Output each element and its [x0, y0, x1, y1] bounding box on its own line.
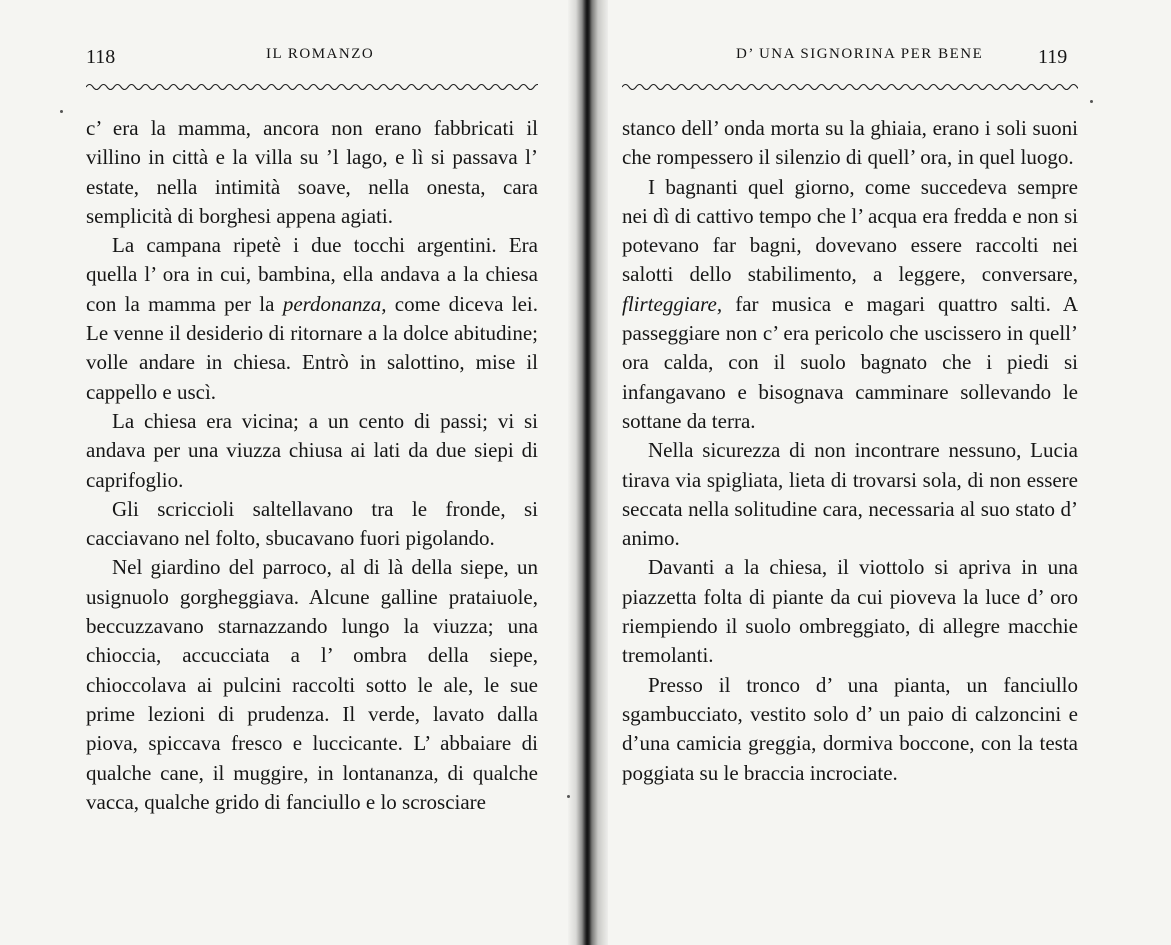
paragraph-text: stanco dell’ onda morta su la ghiaia, erano i soli suoni che rompessero il silenzio di quell’ ora, in quel luogo. — [622, 116, 1078, 170]
paragraph-text: La chiesa era vicina; a un cento di passi; vi si andava per una viuzza chiusa ai lati da due siepi di caprifoglio. — [86, 408, 538, 492]
paragraph — [622, 114, 1078, 173]
paragraph-text: Presso il tronco d’ una pianta, un fanciullo sgambucciato, vestito solo d’ un paio di calzoncini e d’una camicia greggia, dormiva boccone, con la testa poggiata su le braccia incrociate. — [622, 672, 1078, 785]
book-gutter — [568, 0, 608, 945]
left-page-number: 118 — [86, 46, 116, 68]
paragraph-text: La campana ripetè i due tocchi argentini. Era quella l’ ora in cui, bambina, ella andava a la chiesa con la mamma per la — [86, 233, 538, 316]
right-page-text — [622, 114, 1078, 788]
paragraph-text: I bagnanti quel giorno, come succedeva sempre nei dì di cattivo tempo che l’ acqua era fredda e non si potevano far bagni, dovevano essere raccolti nei salotti dello stabilimento, a leggere, conversare, — [622, 174, 1078, 287]
paragraph — [622, 553, 1078, 670]
left-page — [0, 0, 568, 945]
paragraph — [86, 495, 538, 554]
scan-speck — [60, 110, 63, 113]
italic-text: perdonanza, — [282, 291, 387, 316]
right-page — [608, 0, 1171, 945]
paragraph — [86, 553, 538, 817]
paragraph-text: Gli scriccioli saltellavano tra le fronde, si cacciavano nel folto, sbucavano fuori pigolando. — [86, 496, 538, 551]
paragraph-text: c’ era la mamma, ancora non erano fabbricati il villino in città e la villa su ’l lago, e lì si passava l’ estate, nella intimità soave, nella onesta, cara semplicità di borghesi appena agiati. — [86, 116, 538, 228]
paragraph-text: Nella sicurezza di non incontrare nessuno, Lucia tirava via spigliata, lieta di trovarsi sola, di non essere seccata nella solitudine cara, necessaria al suo stato d’ animo. — [622, 438, 1078, 551]
paragraph — [622, 173, 1078, 437]
paragraph-text: come diceva lei. Le venne il desiderio di ritornare a la dolce abitudine; volle andare in chiesa. Entrò in salottino, mise il cappello e uscì. — [86, 291, 538, 404]
left-running-head: IL ROMANZO — [266, 46, 375, 62]
scan-speck — [1090, 100, 1093, 103]
paragraph-text: far musica e magari quattro salti. A passeggiare non c’ era pericolo che uscissero in quell’ ora calda, con il suolo bagnato che i piedi si infangavano e bisognava camminare sollevando le sottane da terra. — [622, 291, 1078, 433]
right-running-head: D’ UNA SIGNORINA PER BENE — [736, 46, 984, 62]
paragraph — [86, 114, 538, 231]
paragraph — [622, 671, 1078, 788]
left-page-text — [86, 114, 538, 817]
paragraph — [86, 231, 538, 407]
paragraph — [622, 436, 1078, 553]
right-page-number: 119 — [1038, 46, 1068, 68]
paragraph — [86, 407, 538, 495]
right-header-ornament — [622, 80, 1078, 94]
paragraph-text: Nel giardino del parroco, al di là della siepe, un usignuolo gorgheggiava. Alcune galline prataiuole, beccuzzavano starnazzando lungo la viuzza; una chioccia, accucciata a l’ ombra della siepe, chioccolava ai pulcini raccolti sotto le ale, le sue prime lezioni di prudenza. Il verde, lavato dalla piova, spiccava fresco e luccicante. L’ abbaiare di qualche cane, il muggire, in lontananza, di qualche vacca, qualche grido di fanciullo e lo scrosciare — [86, 555, 538, 814]
paragraph-text: Davanti a la chiesa, il viottolo si apriva in una piazzetta folta di piante da cui pioveva la luce d’ oro riempiendo il suolo ombreggiato, di allegre macchie tremolanti. — [622, 555, 1078, 668]
scan-speck — [567, 795, 570, 798]
left-header-ornament — [86, 80, 538, 94]
italic-text: flirteggiare, — [622, 291, 723, 316]
